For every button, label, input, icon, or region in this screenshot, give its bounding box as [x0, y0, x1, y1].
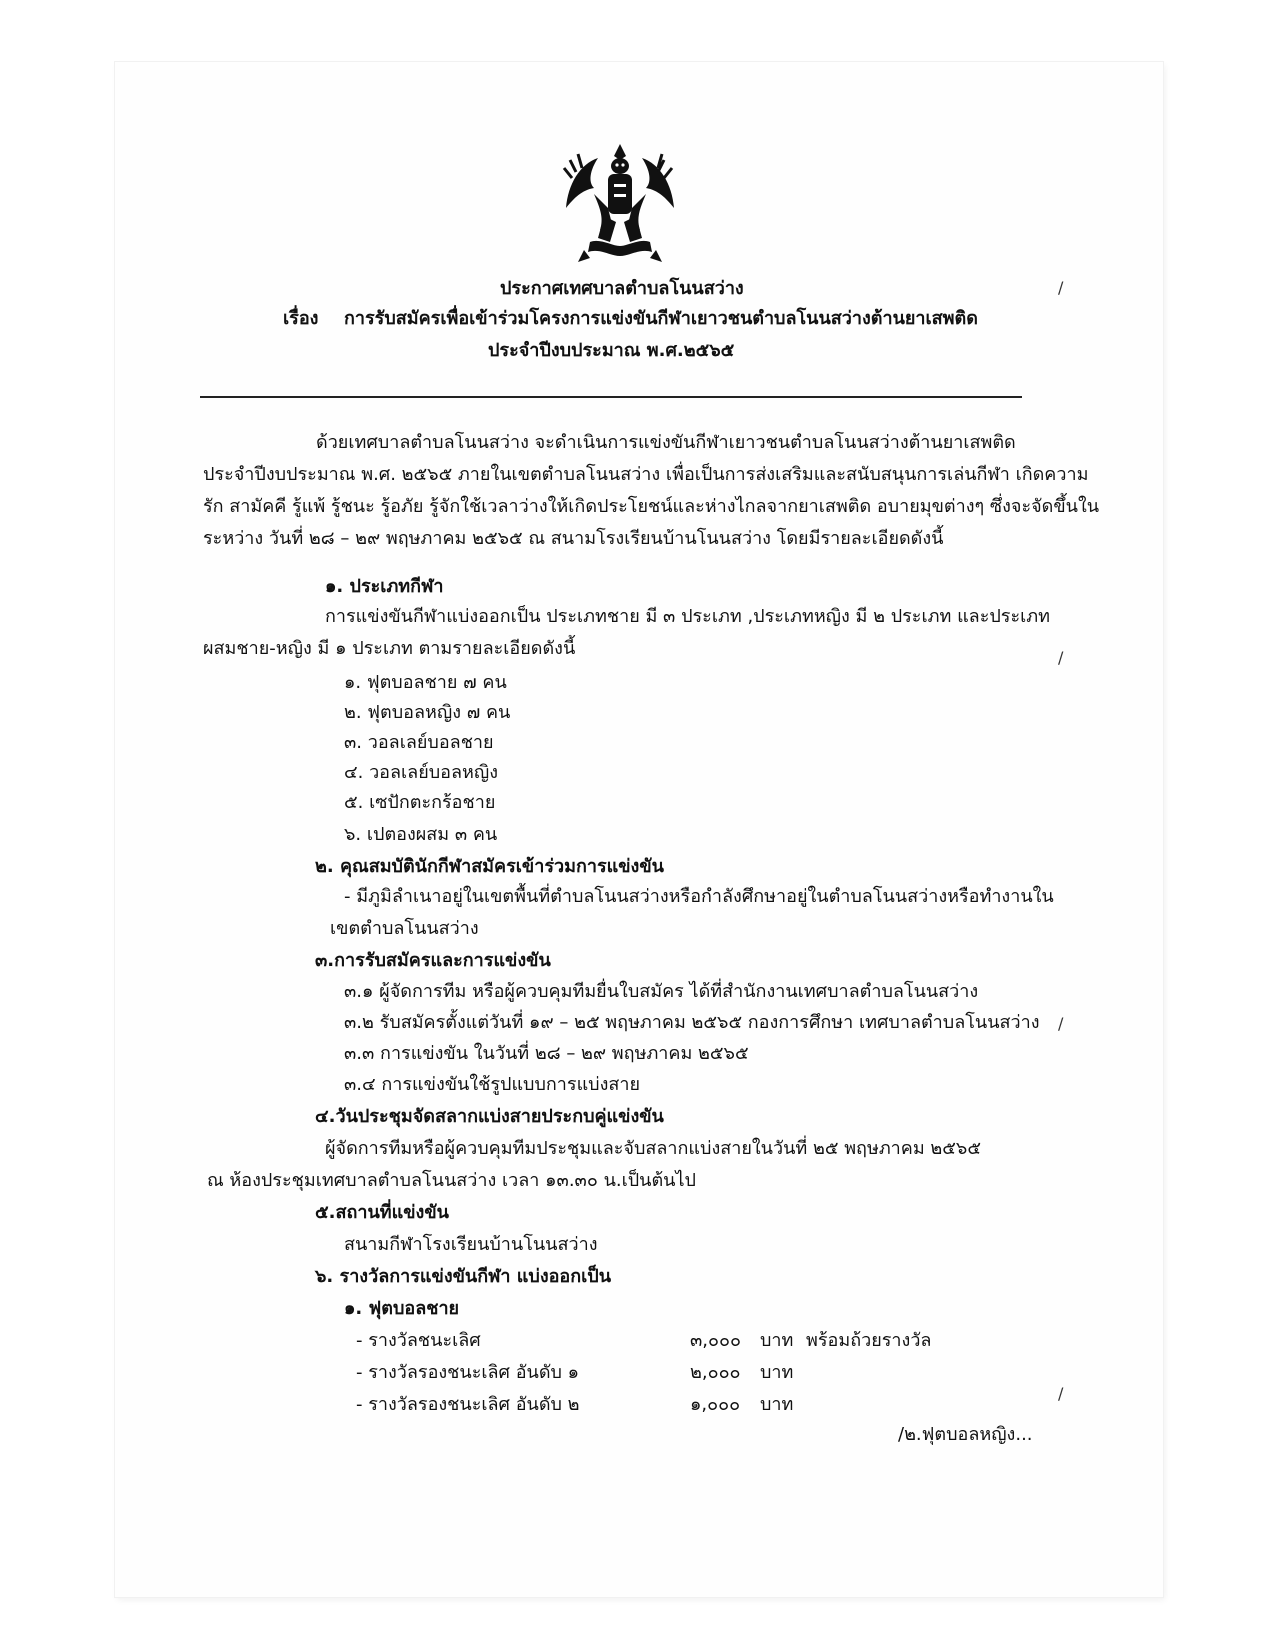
fiscal-year: ประจำปีงบประมาณ พ.ศ.๒๕๖๕	[488, 340, 735, 361]
sub-heading: ๑. ฟุตบอลชาย	[344, 1298, 460, 1319]
prize-label: - รางวัลรองชนะเลิศ อันดับ ๑	[356, 1362, 580, 1383]
list-item: ๓.๒ รับสมัครตั้งแต่วันที่ ๑๙ – ๒๕ พฤษภาคม ๒๕๖๕ กองการศึกษา เทศบาลตำบลโนนสว่าง	[344, 1012, 1040, 1033]
list-item: ๑. ฟุตบอลชาย ๗ คน	[344, 672, 507, 693]
margin-mark: /	[1058, 1384, 1064, 1403]
list-item: ๔. วอลเลย์บอลหญิง	[344, 762, 499, 783]
prize-note: พร้อมถ้วยรางวัล	[806, 1330, 932, 1351]
prize-amount: ๓,๐๐๐	[690, 1330, 741, 1351]
prize-unit: บาท	[760, 1394, 794, 1415]
list-item: ๓.๓ การแข่งขัน ในวันที่ ๒๘ – ๒๙ พฤษภาคม ๒๕๖๕	[344, 1043, 749, 1064]
intro-line: รัก สามัคคี รู้แพ้ รู้ชนะ รู้อภัย รู้จักใช้เวลาว่างให้เกิดประโยชน์และห่างไกลจากยาเสพติด อบายมุขต่างๆ ซึ่งจะจัดขึ้นใน	[203, 496, 1100, 517]
section-heading: ๖. รางวัลการแข่งขันกีฬา แบ่งออกเป็น	[315, 1266, 612, 1287]
list-item: ๓.๑ ผู้จัดการทีม หรือผู้ควบคุมทีมยื่นใบสมัคร ได้ที่สำนักงานเทศบาลตำบลโนนสว่าง	[344, 981, 979, 1002]
margin-mark: /	[1058, 648, 1064, 667]
section-heading: ๓.การรับสมัครและการแข่งขัน	[315, 950, 551, 971]
list-item: ๖. เปตองผสม ๓ คน	[344, 824, 498, 845]
prize-amount: ๑,๐๐๐	[690, 1394, 741, 1415]
subject-text: การรับสมัครเพื่อเข้าร่วมโครงการแข่งขันกีฬาเยาวชนตำบลโนนสว่างต้านยาเสพติด	[344, 308, 978, 329]
intro-line: ด้วยเทศบาลตำบลโนนสว่าง จะดำเนินการแข่งขันกีฬาเยาวชนตำบลโนนสว่างต้านยาเสพติด	[316, 432, 1016, 453]
prize-label: - รางวัลรองชนะเลิศ อันดับ ๒	[356, 1394, 580, 1415]
subject-label: เรื่อง	[283, 308, 319, 329]
header-divider	[200, 396, 1022, 398]
section-heading: ๔.วันประชุมจัดสลากแบ่งสายประกบคู่แข่งขัน	[315, 1106, 664, 1127]
prize-amount: ๒,๐๐๐	[690, 1362, 741, 1383]
list-item: ๓.๔ การแข่งขันใช้รูปแบบการแบ่งสาย	[344, 1074, 641, 1095]
margin-mark: /	[1058, 1014, 1064, 1033]
section-text: - มีภูมิลำเนาอยู่ในเขตพื้นที่ตำบลโนนสว่างหรือกำลังศึกษาอยู่ในตำบลโนนสว่างหรือทำงานใน	[344, 886, 1054, 907]
section-heading: ๑. ประเภทกีฬา	[325, 576, 444, 597]
section-text: ณ ห้องประชุมเทศบาลตำบลโนนสว่าง เวลา ๑๓.๓๐ น.เป็นต้นไป	[207, 1170, 696, 1191]
intro-line: ระหว่าง วันที่ ๒๘ – ๒๙ พฤษภาคม ๒๕๖๕ ณ สนามโรงเรียนบ้านโนนสว่าง โดยมีรายละเอียดดังนี้	[203, 528, 944, 549]
list-item: ๓. วอลเลย์บอลชาย	[344, 732, 494, 753]
intro-line: ประจำปีงบประมาณ พ.ศ. ๒๕๖๕ ภายในเขตตำบลโนนสว่าง เพื่อเป็นการส่งเสริมและสนับสนุนการเล่นกีฬา เกิดความ	[203, 464, 1089, 485]
section-heading: ๕.สถานที่แข่งขัน	[315, 1202, 449, 1223]
prize-label: - รางวัลชนะเลิศ	[356, 1330, 481, 1351]
section-text: สนามกีฬาโรงเรียนบ้านโนนสว่าง	[344, 1234, 598, 1255]
prize-unit: บาท	[760, 1330, 794, 1351]
section-text: ผู้จัดการทีมหรือผู้ควบคุมทีมประชุมและจับสลากแบ่งสายในวันที่ ๒๕ พฤษภาคม ๒๕๖๕	[325, 1138, 981, 1159]
list-item: ๕. เซปักตะกร้อชาย	[344, 792, 496, 813]
section-text: ผสมชาย-หญิง มี ๑ ประเภท ตามรายละเอียดดังนี้	[203, 638, 576, 659]
section-heading: ๒. คุณสมบัตินักกีฬาสมัครเข้าร่วมการแข่งขัน	[315, 856, 664, 877]
margin-mark: /	[1058, 278, 1064, 297]
section-text: เขตตำบลโนนสว่าง	[330, 918, 479, 939]
list-item: ๒. ฟุตบอลหญิง ๗ คน	[344, 702, 511, 723]
garuda-emblem-icon	[560, 138, 680, 266]
announcement-title: ประกาศเทศบาลตำบลโนนสว่าง	[500, 278, 744, 299]
section-text: การแข่งขันกีฬาแบ่งออกเป็น ประเภทชาย มี ๓ ประเภท ,ประเภทหญิง มี ๒ ประเภท และประเภท	[325, 606, 1051, 627]
prize-unit: บาท	[760, 1362, 794, 1383]
continued-note: /๒.ฟุตบอลหญิง...	[898, 1424, 1033, 1445]
